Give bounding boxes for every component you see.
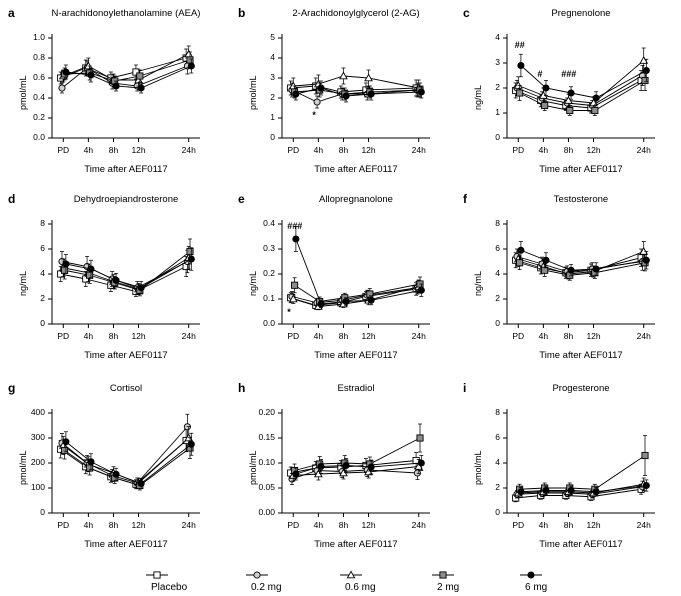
panel-i xyxy=(463,381,668,551)
data-point-marker xyxy=(63,261,69,267)
legend-label: 0.2 mg xyxy=(251,582,282,593)
data-point-marker xyxy=(343,93,349,99)
panel-title-a: N-arachidonoylethanolamine (AEA) xyxy=(51,8,201,19)
panel-letter-b: b xyxy=(238,6,246,20)
legend-marker-glyph xyxy=(528,572,534,578)
data-point-marker xyxy=(368,464,374,470)
x-tick-label: 24h xyxy=(636,331,651,341)
x-tick-label: 8h xyxy=(338,331,349,341)
x-axis-label-h: Time after AEF0117 xyxy=(314,539,398,550)
series-line xyxy=(296,88,421,96)
series-line xyxy=(62,427,187,483)
data-point-marker xyxy=(516,90,522,96)
x-tick-label: 24h xyxy=(411,520,426,530)
x-tick-label: PD xyxy=(57,145,70,155)
y-tick-label: 6 xyxy=(495,432,500,442)
data-point-marker xyxy=(367,291,373,297)
y-tick-label: 5 xyxy=(270,32,275,42)
y-axis-label-c: ng/mL xyxy=(473,84,483,110)
x-axis-label-g: Time after AEF0117 xyxy=(84,539,168,550)
x-tick-label: 8h xyxy=(563,145,574,155)
x-tick-label: 12h xyxy=(586,520,601,530)
x-tick-label: 4h xyxy=(538,520,549,530)
legend-item xyxy=(432,568,459,593)
x-tick-label: PD xyxy=(287,331,300,341)
y-tick-label: 300 xyxy=(30,432,45,442)
y-tick-label: 2 xyxy=(495,482,500,492)
y-tick-label: 2 xyxy=(270,92,275,102)
data-point-marker xyxy=(643,482,649,488)
panel-b xyxy=(238,6,443,176)
legend-item xyxy=(146,568,187,593)
x-axis-label-d: Time after AEF0117 xyxy=(84,350,168,361)
y-tick-label: 200 xyxy=(30,457,45,467)
data-point-marker xyxy=(88,72,94,78)
y-tick-label: 400 xyxy=(30,407,45,417)
data-point-marker xyxy=(187,248,193,254)
data-point-marker xyxy=(63,69,69,75)
y-tick-label: 4 xyxy=(270,52,275,62)
data-point-marker xyxy=(643,67,649,73)
y-tick-label: 6 xyxy=(40,243,45,253)
y-axis-label-i: pmol/mL xyxy=(473,450,483,485)
y-tick-label: 0.8 xyxy=(33,52,45,62)
legend-marker-glyph xyxy=(254,572,260,578)
legend-item xyxy=(246,568,282,593)
data-point-marker xyxy=(516,260,522,266)
x-axis-label-i: Time after AEF0117 xyxy=(539,539,623,550)
data-point-marker xyxy=(368,91,374,97)
x-tick-label: 8h xyxy=(108,331,119,341)
y-tick-label: 0.10 xyxy=(258,457,275,467)
legend-label: 0.6 mg xyxy=(345,582,376,593)
x-axis-label-f: Time after AEF0117 xyxy=(539,350,623,361)
figure-legend xyxy=(0,556,681,596)
y-tick-label: 0 xyxy=(270,132,275,142)
x-axis-label-a: Time after AEF0117 xyxy=(84,164,168,175)
data-point-marker xyxy=(293,91,299,97)
panel-title-i: Progesterone xyxy=(552,383,610,394)
data-point-marker xyxy=(642,77,648,83)
x-tick-label: 8h xyxy=(338,145,349,155)
y-tick-label: 0.0 xyxy=(263,318,275,328)
y-axis-label-a: pmol/mL xyxy=(18,75,28,110)
data-point-marker xyxy=(343,462,349,468)
y-tick-label: 6 xyxy=(495,243,500,253)
data-point-marker xyxy=(340,72,347,78)
data-point-marker xyxy=(368,297,374,303)
data-point-marker xyxy=(138,285,144,291)
x-tick-label: 4h xyxy=(313,145,324,155)
panel-e xyxy=(238,192,443,362)
series-line xyxy=(61,267,186,292)
panel-title-e: Allopregnanolone xyxy=(319,194,393,205)
data-point-marker xyxy=(568,90,574,96)
data-point-marker xyxy=(188,441,194,447)
x-tick-label: 8h xyxy=(108,520,119,530)
x-tick-label: 8h xyxy=(108,145,119,155)
x-tick-label: 24h xyxy=(181,520,196,530)
series-line xyxy=(61,441,186,485)
panel-title-c: Pregnenolone xyxy=(551,8,611,19)
y-tick-label: 0 xyxy=(40,318,45,328)
y-axis-label-d: ng/mL xyxy=(18,270,28,296)
y-tick-label: 0.1 xyxy=(263,293,275,303)
x-tick-label: PD xyxy=(512,145,525,155)
data-point-marker xyxy=(61,267,67,273)
x-tick-label: 4h xyxy=(313,520,324,530)
y-tick-label: 0.3 xyxy=(263,243,275,253)
x-tick-label: 12h xyxy=(131,520,146,530)
x-tick-label: 24h xyxy=(636,520,651,530)
y-tick-label: 0.2 xyxy=(33,112,45,122)
data-point-marker xyxy=(291,282,297,288)
y-tick-label: 2 xyxy=(40,293,45,303)
legend-marker xyxy=(520,568,542,582)
y-axis-label-h: pmol/mL xyxy=(248,450,258,485)
y-tick-label: 0.00 xyxy=(258,507,275,517)
data-point-marker xyxy=(518,489,524,495)
legend-marker xyxy=(146,568,168,582)
panel-h xyxy=(238,381,443,551)
panel-a xyxy=(8,6,213,176)
y-tick-label: 1 xyxy=(495,107,500,117)
data-point-marker xyxy=(61,447,67,453)
data-point-marker xyxy=(88,459,94,465)
y-tick-label: 100 xyxy=(30,482,45,492)
y-axis-label-b: pmol/mL xyxy=(248,75,258,110)
y-tick-label: 0.4 xyxy=(33,92,45,102)
data-point-marker xyxy=(293,236,299,242)
y-tick-label: 8 xyxy=(495,407,500,417)
significance-annotation: ### xyxy=(561,68,577,79)
legend-marker xyxy=(340,568,362,582)
x-tick-label: 4h xyxy=(538,331,549,341)
significance-annotation: # xyxy=(537,68,543,79)
y-tick-label: 0 xyxy=(495,318,500,328)
significance-annotation: ## xyxy=(514,39,525,50)
x-tick-label: PD xyxy=(512,331,525,341)
y-tick-label: 1.0 xyxy=(33,32,45,42)
x-tick-label: PD xyxy=(287,520,300,530)
y-tick-label: 2 xyxy=(495,82,500,92)
series-line xyxy=(61,58,186,78)
data-point-marker xyxy=(418,460,424,466)
data-point-marker xyxy=(593,266,599,272)
x-tick-label: 12h xyxy=(361,145,376,155)
panel-f xyxy=(463,192,668,362)
data-point-marker xyxy=(87,465,93,471)
panel-letter-d: d xyxy=(8,192,16,206)
panel-letter-g: g xyxy=(8,381,16,395)
x-tick-label: 4h xyxy=(83,331,94,341)
y-tick-label: 8 xyxy=(40,218,45,228)
data-point-marker xyxy=(543,85,549,91)
y-tick-label: 3 xyxy=(270,72,275,82)
data-point-marker xyxy=(592,107,598,113)
x-tick-label: 24h xyxy=(181,331,196,341)
x-tick-label: 24h xyxy=(636,145,651,155)
legend-marker-glyph xyxy=(154,572,160,578)
legend-item xyxy=(340,568,376,593)
y-tick-label: 0 xyxy=(495,132,500,142)
data-point-marker xyxy=(418,89,424,95)
x-tick-label: 12h xyxy=(586,331,601,341)
data-point-marker xyxy=(518,247,524,253)
data-point-marker xyxy=(318,463,324,469)
y-tick-label: 0.15 xyxy=(258,432,275,442)
x-axis-label-c: Time after AEF0117 xyxy=(539,164,623,175)
legend-label: 6 mg xyxy=(525,582,548,593)
panel-g xyxy=(8,381,213,551)
data-point-marker xyxy=(518,62,524,68)
significance-annotation: ### xyxy=(287,220,303,231)
y-axis-label-e: ng/mL xyxy=(248,270,258,296)
data-point-marker xyxy=(137,73,143,79)
y-tick-label: 1 xyxy=(270,112,275,122)
data-point-marker xyxy=(568,267,574,273)
panel-letter-i: i xyxy=(463,381,467,395)
y-tick-label: 4 xyxy=(495,32,500,42)
data-point-marker xyxy=(593,489,599,495)
legend-label: Placebo xyxy=(151,582,188,593)
x-axis-label-b: Time after AEF0117 xyxy=(314,164,398,175)
data-point-marker xyxy=(543,257,549,263)
panel-letter-h: h xyxy=(238,381,246,395)
y-tick-label: 0.05 xyxy=(258,482,275,492)
x-tick-label: 24h xyxy=(411,145,426,155)
x-tick-label: 8h xyxy=(563,331,574,341)
y-tick-label: 8 xyxy=(495,218,500,228)
data-point-marker xyxy=(543,487,549,493)
y-tick-label: 4 xyxy=(40,268,45,278)
data-point-marker xyxy=(643,257,649,263)
y-tick-label: 0 xyxy=(40,507,45,517)
x-tick-label: 12h xyxy=(586,145,601,155)
legend-marker-glyph xyxy=(440,572,446,578)
panel-title-g: Cortisol xyxy=(109,383,143,394)
y-tick-label: 0.0 xyxy=(33,132,45,142)
data-point-marker xyxy=(343,298,349,304)
x-tick-label: PD xyxy=(287,145,300,155)
x-axis-label-e: Time after AEF0117 xyxy=(314,350,398,361)
data-point-marker xyxy=(642,452,648,458)
x-tick-label: 4h xyxy=(83,520,94,530)
y-tick-label: 2 xyxy=(495,293,500,303)
data-point-marker xyxy=(113,277,119,283)
panel-d xyxy=(8,192,213,362)
x-tick-label: PD xyxy=(512,520,525,530)
x-tick-label: 8h xyxy=(338,520,349,530)
y-tick-label: 0.2 xyxy=(263,268,275,278)
data-point-marker xyxy=(59,85,65,91)
legend-label: 2 mg xyxy=(437,582,460,593)
y-axis-label-g: pmol/mL xyxy=(18,450,28,485)
data-point-marker xyxy=(542,102,548,108)
data-point-marker xyxy=(318,85,324,91)
x-tick-label: 12h xyxy=(361,331,376,341)
y-tick-label: 0.20 xyxy=(258,407,275,417)
panel-letter-a: a xyxy=(8,6,15,20)
data-point-marker xyxy=(568,487,574,493)
y-tick-label: 4 xyxy=(495,457,500,467)
legend-marker xyxy=(246,568,268,582)
panel-letter-e: e xyxy=(238,192,245,206)
x-tick-label: 12h xyxy=(361,520,376,530)
significance-annotation: * xyxy=(312,110,316,120)
panel-title-b: 2-Arachidonoylglycerol (2-AG) xyxy=(292,8,420,19)
panel-title-d: Dehydroepiandrosterone xyxy=(73,194,179,205)
y-tick-label: 3 xyxy=(495,57,500,67)
data-point-marker xyxy=(293,471,299,477)
y-tick-label: 0 xyxy=(495,507,500,517)
data-point-marker xyxy=(417,435,423,441)
panel-letter-c: c xyxy=(463,6,470,20)
data-point-marker xyxy=(567,107,573,113)
data-point-marker xyxy=(113,83,119,89)
data-point-marker xyxy=(318,301,324,307)
series-line xyxy=(292,90,417,102)
data-point-marker xyxy=(188,63,194,69)
series-line xyxy=(62,262,187,288)
data-point-marker xyxy=(187,57,193,63)
x-tick-label: 4h xyxy=(313,331,324,341)
x-tick-label: PD xyxy=(57,520,70,530)
data-point-marker xyxy=(63,439,69,445)
y-tick-label: 4 xyxy=(495,268,500,278)
data-point-marker xyxy=(138,480,144,486)
legend-marker xyxy=(432,568,454,582)
x-tick-label: 8h xyxy=(563,520,574,530)
panel-c xyxy=(463,6,668,176)
data-point-marker xyxy=(88,266,94,272)
x-tick-label: 4h xyxy=(83,145,94,155)
data-point-marker xyxy=(314,99,320,105)
legend-item xyxy=(520,568,547,593)
data-point-marker xyxy=(593,95,599,101)
series-line xyxy=(520,456,645,490)
series-line xyxy=(63,54,188,80)
x-tick-label: 24h xyxy=(411,331,426,341)
series-line xyxy=(296,239,421,304)
panel-letter-f: f xyxy=(463,192,467,206)
data-point-marker xyxy=(138,85,144,91)
y-tick-label: 0.4 xyxy=(263,218,275,228)
data-point-marker xyxy=(188,256,194,262)
x-tick-label: PD xyxy=(57,331,70,341)
x-tick-label: 4h xyxy=(538,145,549,155)
y-tick-label: 0.6 xyxy=(33,72,45,82)
x-tick-label: 12h xyxy=(131,145,146,155)
data-point-marker xyxy=(113,471,119,477)
significance-annotation: * xyxy=(287,307,291,317)
panel-title-f: Testosterone xyxy=(553,194,609,205)
panel-title-h: Estradiol xyxy=(337,383,375,394)
x-tick-label: 12h xyxy=(131,331,146,341)
y-axis-label-f: ng/mL xyxy=(473,270,483,296)
x-tick-label: 24h xyxy=(181,145,196,155)
data-point-marker xyxy=(418,287,424,293)
